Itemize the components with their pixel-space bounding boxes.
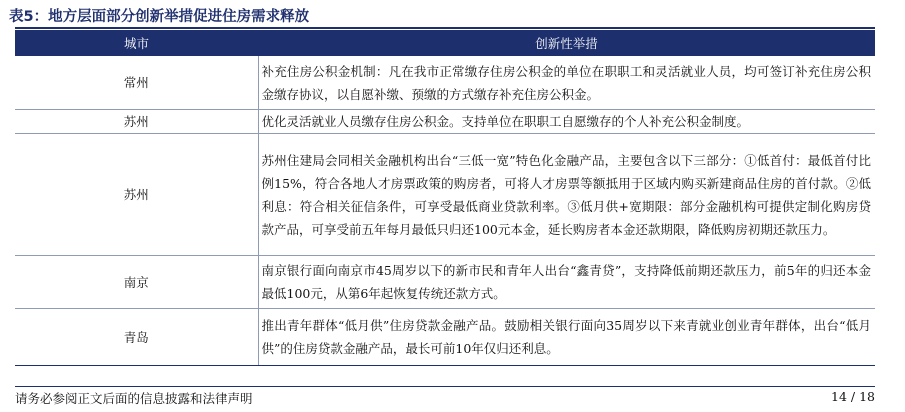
footer-disclaimer: 请务必参阅正文后面的信息披露和法律声明 [15, 391, 253, 406]
measure-cell: 推出青年群体“低月供”住房贷款金融产品。鼓励相关银行面向35周岁以下来青就业创业青年群体，出台“低月供”的住房贷款金融产品，最长可前10年仅归还利息。 [258, 309, 875, 366]
header-measure: 创新性举措 [258, 30, 875, 56]
table-row [15, 309, 875, 366]
city-cell: 青岛 [15, 309, 258, 366]
policy-table [15, 30, 875, 366]
title-divider [15, 27, 875, 29]
city-cell: 苏州 [15, 110, 258, 134]
table-row [15, 256, 875, 309]
measure-cell: 苏州住建局会同相关金融机构出台“三低一宽”特色化金融产品，主要包含以下三部分：①低首付：最低首付比例15%，符合各地人才房票政策的购房者，可将人才房票等额抵用于区域内购买新建商品住房的首付款。②低利息：符合相关征信条件，可享受最低商业贷款利率。③低月供+宽期限：部分金融机构可提供定制化购房贷款产品，可享受前五年每月最低只归还100元本金，延长购房者本金还款期限，降低购房初期还款压力。 [258, 134, 875, 256]
header-city: 城市 [15, 30, 258, 56]
city-cell: 常州 [15, 56, 258, 110]
measure-cell: 优化灵活就业人员缴存住房公积金。支持单位在职职工自愿缴存的个人补充公积金制度。 [258, 110, 875, 134]
measure-cell: 南京银行面向南京市45周岁以下的新市民和青年人出台“鑫青贷”，支持降低前期还款压力，前5年的归还本金最低100元，从第6年起恢复传统还款方式。 [258, 256, 875, 309]
measure-cell: 补充住房公积金机制：凡在我市正常缴存住房公积金的单位在职职工和灵活就业人员，均可签订补充住房公积金缴存协议，以自愿补缴、预缴的方式缴存补充住房公积金。 [258, 56, 875, 110]
table-row [15, 134, 875, 256]
table-title: 表5：地方层面部分创新举措促进住房需求释放 [9, 9, 310, 25]
footer-divider [15, 386, 875, 387]
city-cell: 苏州 [15, 134, 258, 256]
table-row [15, 110, 875, 134]
city-cell: 南京 [15, 256, 258, 309]
page-number: 14 / 18 [831, 389, 875, 404]
table-row [15, 56, 875, 110]
table-header-row [15, 30, 875, 56]
